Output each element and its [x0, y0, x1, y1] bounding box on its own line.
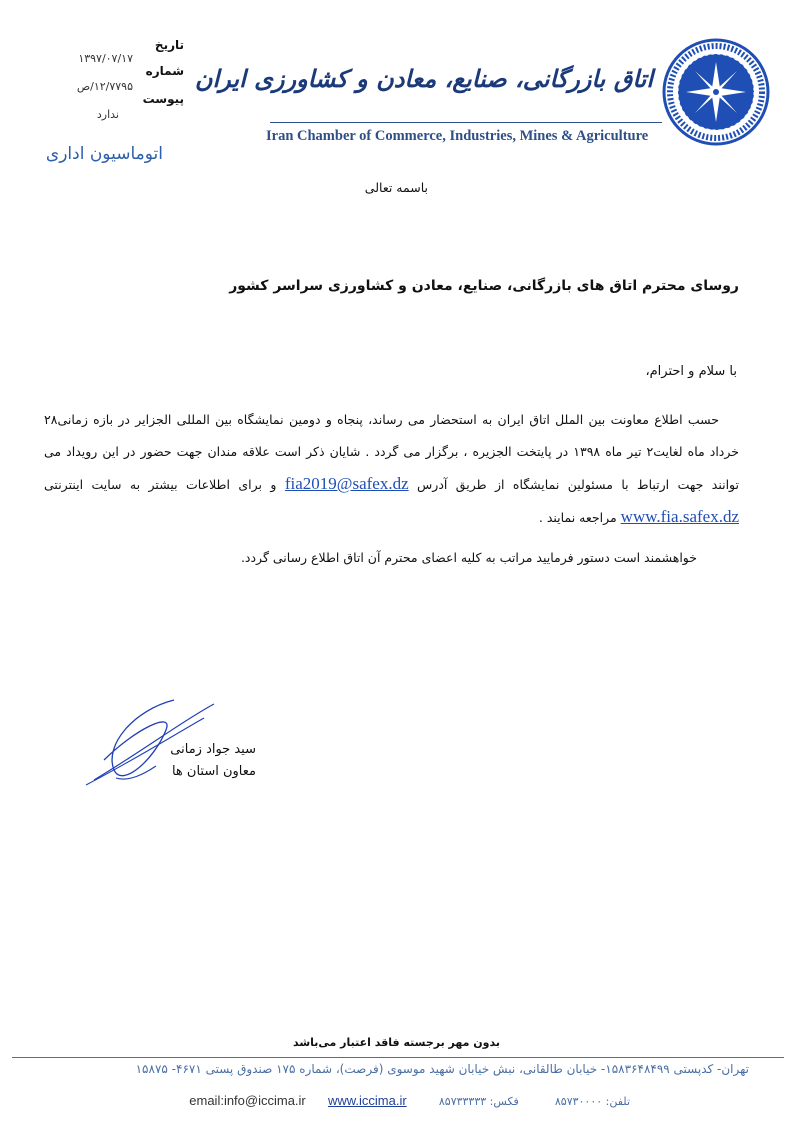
number-label: شماره — [145, 64, 184, 78]
org-divider — [270, 122, 662, 123]
org-name-en: Iran Chamber of Commerce, Industries, Mines & Agriculture — [266, 128, 649, 144]
footer-website-link[interactable]: www.iccima.ir — [327, 1093, 407, 1108]
footer-validity-note: بدون مهر برجسته فاقد اعتبار می‌باشد — [292, 1036, 501, 1049]
footer-email: email:info@iccima.ir — [189, 1093, 306, 1108]
attachment-label: پیوست — [142, 92, 184, 106]
email-link[interactable]: fia2019@safex.dz — [284, 474, 409, 493]
org-name-fa: اتاق بازرگانی، صنایع، معادن و کشاورزی ایران — [194, 64, 653, 93]
date-value: ۱۳۹۷/۰۷/۱۷ — [78, 52, 133, 65]
footer-divider — [12, 1057, 784, 1058]
paragraph-text-2: و برای اطلاعات بیشتر به سایت اینترنتی — [44, 477, 277, 492]
logo-emblem-icon — [662, 38, 770, 146]
footer-address: تهران- کدپستی ۱۵۸۳۶۴۸۴۹۹- خیابان طالقانی، نبش خیابان شهید موسوی (فرصت)، شماره ۱۷۵ صندوق پستی ۴۶۷۱- ۱۵۸۷۵ — [135, 1062, 749, 1076]
website-link[interactable]: www.fia.safex.dz — [620, 507, 739, 526]
number-value: ۱۲/۷۷۹۵/ص — [76, 80, 133, 93]
date-label: تاریخ — [154, 38, 184, 52]
paragraph-text-3: مراجعه نمایند . — [538, 510, 617, 525]
letter-invocation: باسمه تعالی — [364, 180, 428, 195]
signatory-title: معاون استان ها — [171, 764, 256, 779]
letter-recipient: روسای محترم اتاق های بازرگانی، صنایع، معادن و کشاورزی سراسر کشور — [229, 278, 739, 294]
footer-phone: تلفن: ۸۵۷۳۰۰۰۰ — [554, 1095, 630, 1108]
paragraph-text-1: حسب اطلاع معاونت بین الملل اتاق ایران به استحضار می رساند، پنجاه و دومین نمایشگاه بین المللی الجزایر در بازه زمانی۲۸ خرداد ماه لغایت۲ تیر ماه ۱۳۹۸ در پایتخت الجزیره ، برگزار می گردد . شایان ذکر است علاقه مندان جهت حضور در این رویداد می توانند جهت ارتباط با مسئولین نمایشگاه از طریق آدرس — [44, 412, 740, 492]
attachment-value: ندارد — [96, 108, 119, 121]
signatory-name: سید جواد زمانی — [170, 742, 256, 757]
letter-body-paragraph — [44, 404, 739, 534]
footer-contact-row — [170, 1090, 630, 1110]
department-label: اتوماسیون اداری — [45, 144, 163, 164]
letter-closing: خواهشمند است دستور فرمایید مراتب به کلیه اعضای محترم آن اتاق اطلاع رسانی گردد. — [240, 550, 697, 565]
footer-fax: فکس: ۸۵۷۳۳۳۳۳ — [438, 1095, 519, 1108]
chamber-logo — [662, 38, 770, 146]
letter-greeting: با سلام و احترام، — [645, 364, 737, 379]
